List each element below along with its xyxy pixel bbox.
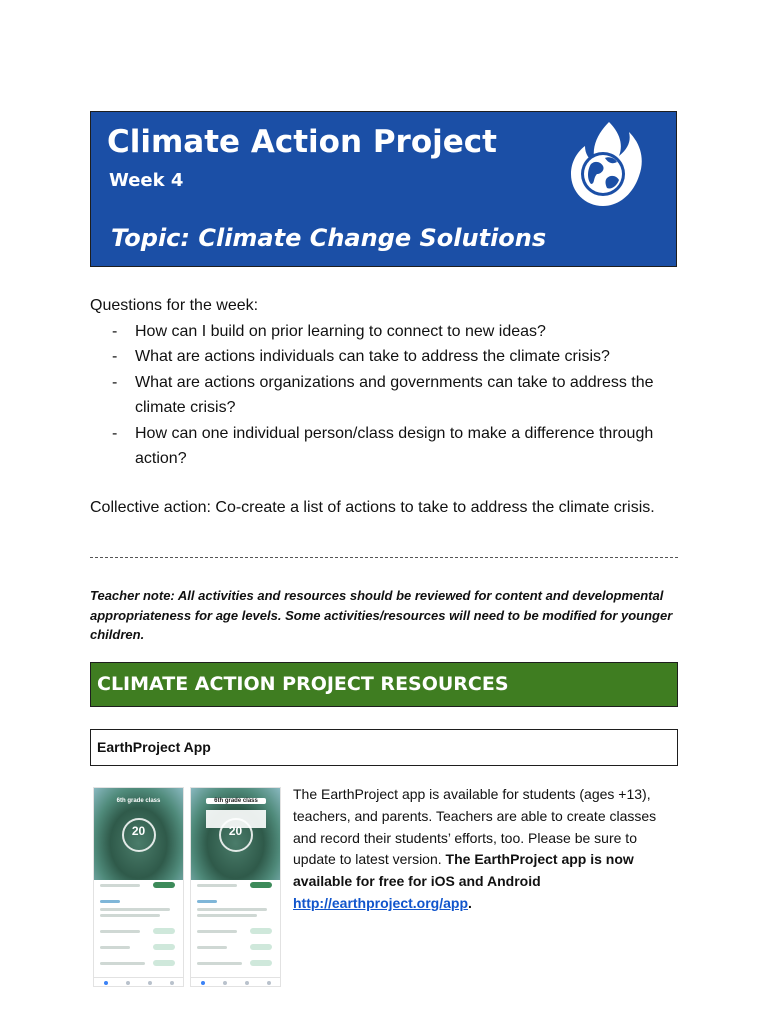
progress-number: 20 — [131, 824, 146, 838]
progress-number: 20 — [228, 824, 243, 838]
list-item — [90, 344, 690, 370]
collective-action-text: Collective action: Co-create a list of actions to take to address the climate crisis. — [90, 499, 655, 516]
list-bullet: - — [112, 322, 118, 340]
app-section-header — [90, 729, 678, 766]
list-item — [90, 370, 690, 421]
question-text: How can I build on prior learning to connect to new ideas? — [135, 322, 546, 340]
app-description — [293, 784, 683, 915]
list-item — [90, 319, 690, 345]
list-item — [90, 421, 690, 472]
weekly-questions — [90, 293, 690, 472]
app-section-title: EarthProject App — [97, 739, 211, 755]
globe-flame-icon — [565, 118, 647, 210]
availability-text: The EarthProject app is now available for free for iOS and Android — [293, 851, 634, 890]
page-title: Climate Action Project — [107, 124, 497, 160]
resources-header — [90, 662, 678, 707]
app-card-list — [191, 880, 280, 987]
teacher-note: Teacher note: All activities and resources should be reviewed for content and developmental appropriateness for age levels. Some activities/resources will need to be modified for younger children. — [90, 588, 673, 642]
app-screenshot — [93, 787, 184, 987]
class-label: 6th grade class — [206, 798, 266, 804]
questions-list — [90, 319, 690, 472]
questions-heading: Questions for the week: — [90, 297, 259, 314]
question-text: How can one individual person/class design to make a difference through action? — [135, 424, 654, 467]
list-bullet: - — [112, 373, 118, 391]
question-text: What are actions organizations and governments can take to address the climate crisis? — [135, 373, 654, 416]
title-banner — [90, 111, 677, 267]
globe-image — [94, 788, 183, 880]
tab-bar — [191, 977, 280, 987]
question-text: What are actions individuals can take to address the climate crisis? — [135, 348, 610, 365]
week-label: Week 4 — [109, 170, 184, 191]
globe-image — [191, 788, 280, 880]
tab-bar — [94, 977, 183, 987]
class-label: 6th grade class — [116, 798, 161, 804]
section-divider — [90, 557, 678, 558]
list-bullet: - — [112, 348, 118, 365]
link-period: . — [468, 894, 472, 911]
resources-heading: CLIMATE ACTION PROJECT RESOURCES — [97, 673, 509, 695]
topic-heading: Topic: Climate Change Solutions — [111, 224, 547, 252]
app-link[interactable]: http://earthproject.org/app — [293, 894, 468, 911]
app-card-list — [94, 880, 183, 987]
list-bullet: - — [112, 424, 118, 442]
description-text: The EarthProject app is available for students (ages +13), teachers, and parents. Teachers are able to create classes and record their students’ efforts, too. Please be sure to update to latest version. — [293, 786, 657, 868]
app-screenshot — [190, 787, 281, 987]
